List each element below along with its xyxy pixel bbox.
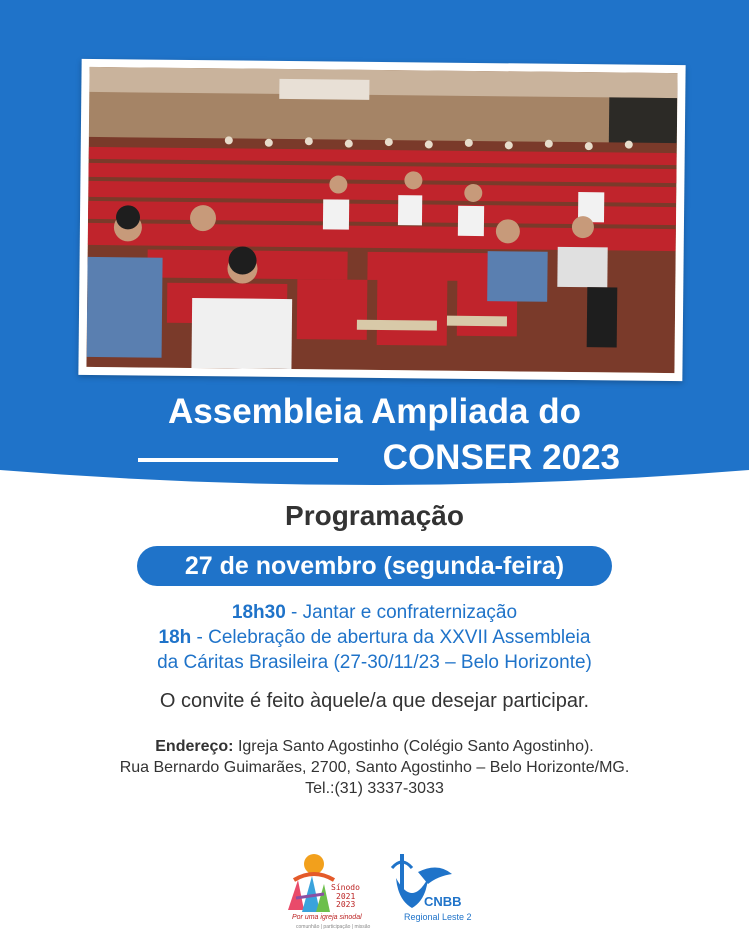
event-title-line2-wrap	[130, 438, 620, 480]
invite-text: O convite é feito àquele/a que desejar participar.	[159, 690, 590, 712]
address-line1	[0, 738, 749, 756]
event-title-line2: CONSER 2023	[382, 438, 620, 477]
schedule-item	[0, 602, 749, 624]
sinodo-tagline: Por uma igreja sinodal	[292, 914, 362, 921]
cnbb-regional: Regional Leste 2	[404, 912, 472, 922]
event-title-line1: Assembleia Ampliada do	[168, 392, 581, 431]
schedule-text: da Cáritas Brasileira (27-30/11/23 – Belo Horizonte)	[157, 652, 592, 673]
address-venue: Igreja Santo Agostinho (Colégio Santo Agostinho).	[233, 738, 594, 755]
schedule-text: - Jantar e confraternização	[285, 602, 518, 623]
event-photo	[78, 59, 685, 381]
auditorium-image	[86, 67, 677, 373]
phone-line: Tel.:(31) 3337-3033	[305, 780, 444, 797]
title-divider	[138, 458, 338, 462]
sinodo-years: 2021 2023	[336, 892, 356, 909]
sinodo-word: Sínodo	[331, 883, 360, 892]
schedule-time: 18h30	[231, 602, 286, 623]
section-title: Programação	[285, 500, 464, 531]
schedule-time: 18h	[158, 627, 192, 648]
schedule-item	[0, 627, 749, 649]
sinodo-subline: comunhão | participação | missão	[296, 924, 371, 930]
address-line2: Rua Bernardo Guimarães, 2700, Santo Agostinho – Belo Horizonte/MG.	[119, 759, 630, 776]
address-label: Endereço:	[155, 738, 234, 755]
cnbb-name: CNBB	[424, 894, 462, 909]
schedule-text: - Celebração de abertura da XXVII Assembleia	[191, 627, 591, 648]
date-badge: 27 de novembro (segunda-feira)	[137, 546, 612, 586]
schedule-item-continuation	[0, 652, 749, 674]
